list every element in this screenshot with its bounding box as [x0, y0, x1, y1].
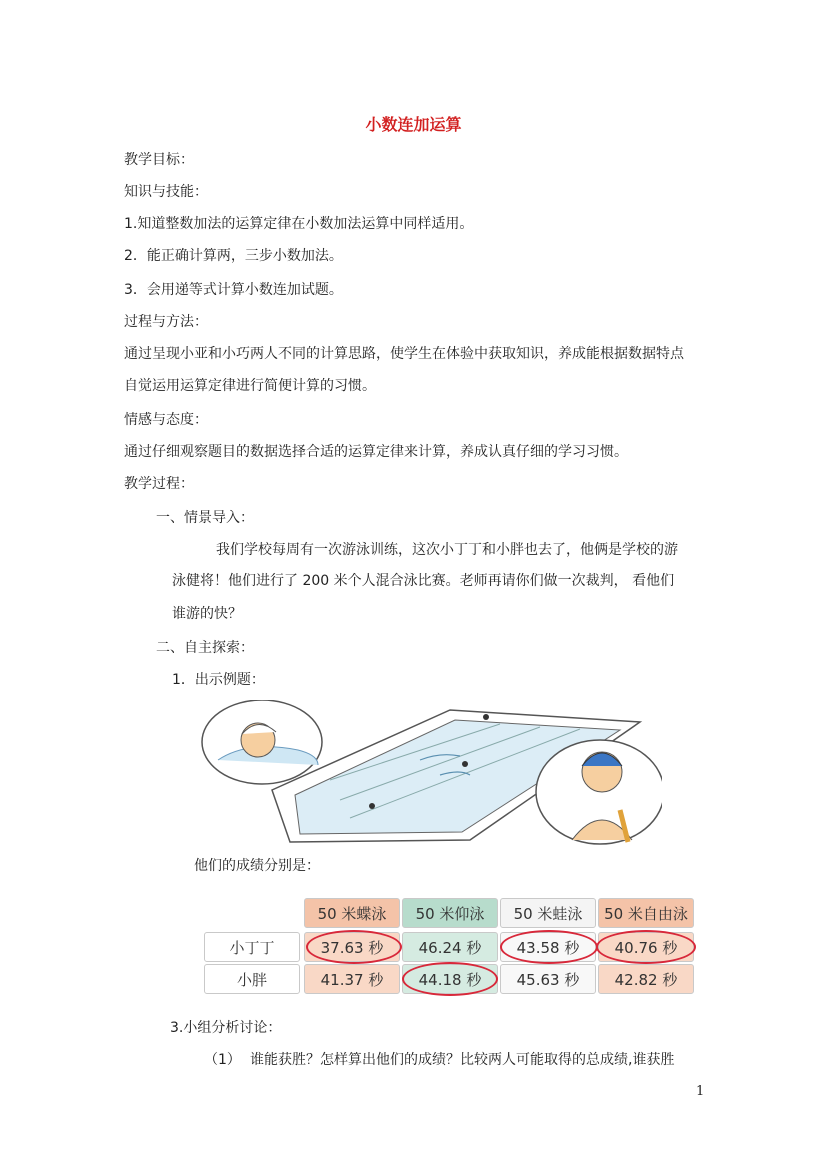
process-method-heading: 过程与方法：	[124, 314, 208, 330]
highlight-circle	[306, 930, 402, 964]
emotion-attitude-heading: 情感与态度：	[124, 412, 208, 428]
table-cell: 40.76 秒	[598, 932, 694, 962]
table-cell: 46.24 秒	[402, 932, 498, 962]
knowledge-item-3: 3．会用递等式计算小数连加试题。	[124, 282, 343, 298]
knowledge-skills-heading: 知识与技能：	[124, 184, 208, 200]
table-cell: 41.37 秒	[304, 964, 400, 994]
highlight-circle	[500, 930, 598, 964]
table-cell: 37.63 秒	[304, 932, 400, 962]
section-1-paragraph-3: 谁游的快？	[172, 606, 242, 622]
table-cell: 43.58 秒	[500, 932, 596, 962]
question-1-number: （1）	[204, 1052, 241, 1068]
teaching-goals-heading: 教学目标：	[124, 152, 194, 168]
example-heading: 1．出示例题：	[172, 672, 265, 688]
swimming-pool-illustration	[200, 700, 662, 846]
emotion-attitude-text: 通过仔细观察题目的数据选择合适的运算定律来计算，养成认真仔细的学习习惯。	[124, 444, 628, 460]
table-header-freestyle: 50 米自由泳	[598, 898, 694, 928]
section-1-paragraph-2: 泳健将！他们进行了 200 米个人混合泳比赛。老师再请你们做一次裁判， 看他们	[172, 573, 675, 589]
knowledge-item-2: 2．能正确计算两，三步小数加法。	[124, 248, 343, 264]
table-cell: 42.82 秒	[598, 964, 694, 994]
results-table	[200, 894, 698, 998]
knowledge-item-1: 1.知道整数加法的运算定律在小数加法运算中同样适用。	[124, 216, 474, 232]
table-cell: 45.63 秒	[500, 964, 596, 994]
page-number: 1	[696, 1084, 705, 1099]
table-row-name: 小胖	[204, 964, 300, 994]
section-2-heading: 二、自主探索：	[156, 640, 254, 656]
table-header-breaststroke: 50 米蛙泳	[500, 898, 596, 928]
results-caption: 他们的成绩分别是：	[194, 858, 320, 874]
teaching-process-heading: 教学过程：	[124, 476, 194, 492]
section-3-heading: 3.小组分析讨论：	[170, 1020, 282, 1036]
process-method-text-2: 自觉运用运算定律进行简便计算的习惯。	[124, 378, 376, 394]
question-1-text: 谁能获胜？怎样算出他们的成绩？比较两人可能取得的总成绩,谁获胜	[250, 1052, 675, 1068]
highlight-circle	[402, 962, 498, 996]
process-method-text-1: 通过呈现小亚和小巧两人不同的计算思路，使学生在体验中获取知识，养成能根据数据特点	[124, 346, 684, 362]
table-row-name: 小丁丁	[204, 932, 300, 962]
page-title: 小数连加运算	[365, 115, 462, 134]
table-header-backstroke: 50 米仰泳	[402, 898, 498, 928]
section-1-paragraph-1: 我们学校每周有一次游泳训练，这次小丁丁和小胖也去了，他俩是学校的游	[216, 542, 678, 558]
table-header-butterfly: 50 米蝶泳	[304, 898, 400, 928]
highlight-circle	[596, 930, 696, 964]
section-1-heading: 一、情景导入：	[156, 510, 254, 526]
table-cell: 44.18 秒	[402, 964, 498, 994]
